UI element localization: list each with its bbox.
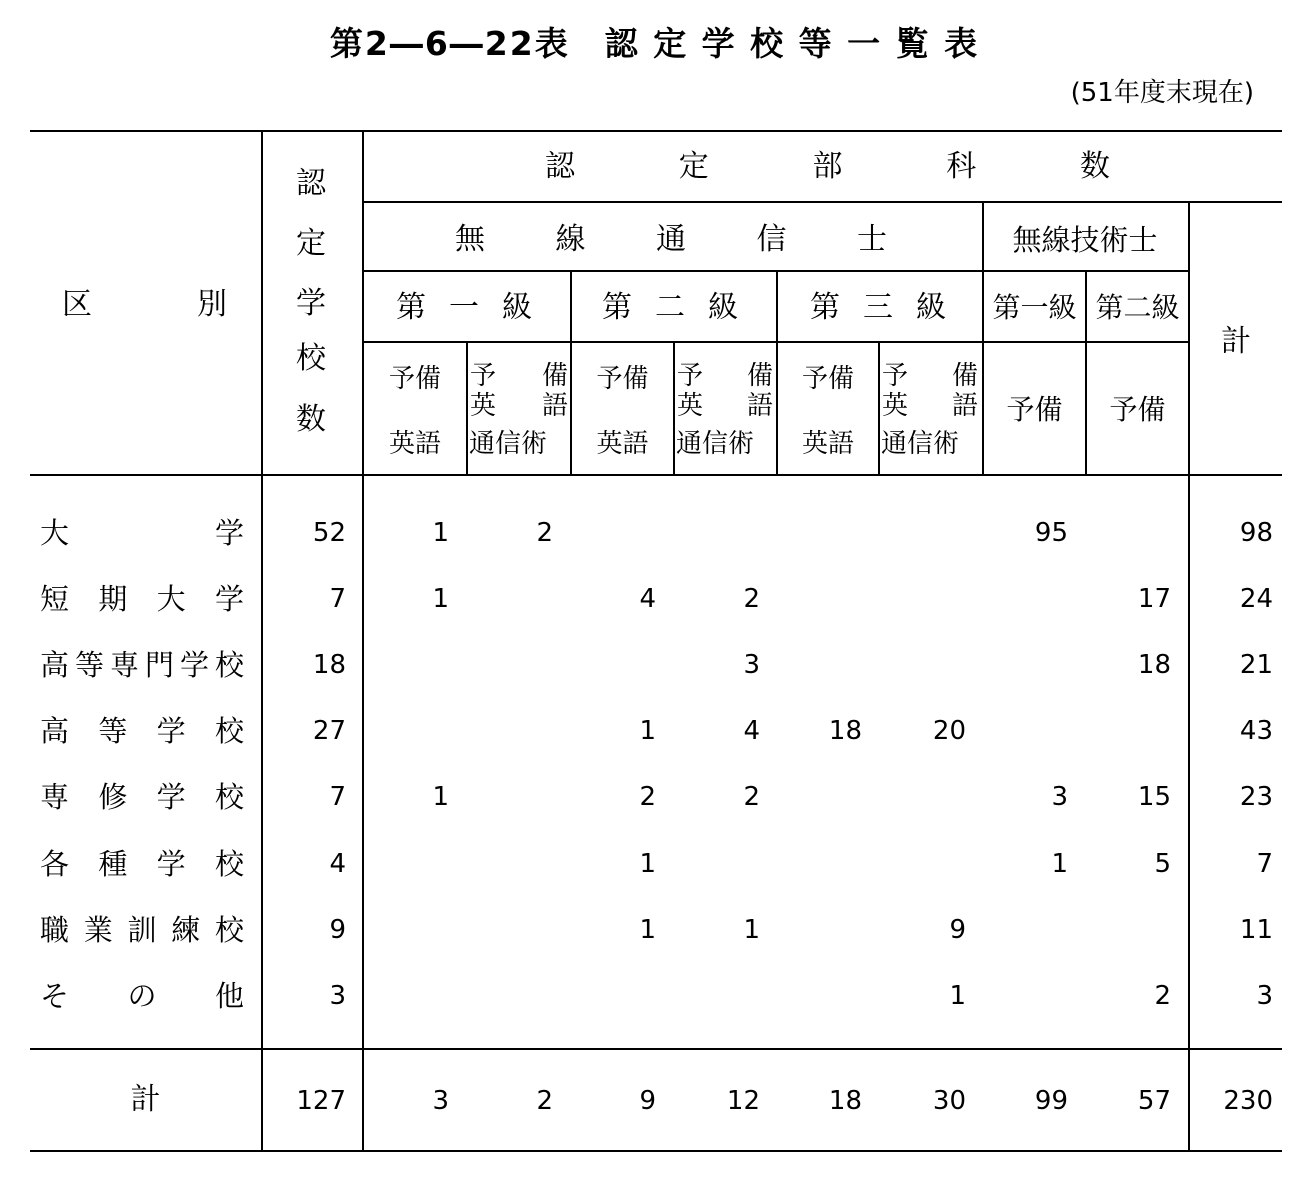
total-cell: 3: [432, 1086, 449, 1116]
table-cell: 7: [1256, 849, 1273, 879]
table-cell: 1: [432, 518, 449, 548]
table-cell: 4: [639, 584, 656, 614]
table-cell: 11: [1239, 915, 1273, 945]
table-cell: 20: [932, 716, 966, 746]
header-third-class: 第 三 級: [810, 290, 946, 325]
sub-yo: 予: [882, 361, 909, 391]
table-cell: 3: [743, 650, 760, 680]
sub-yo: 予: [470, 361, 497, 391]
table-cell: 15: [1137, 782, 1171, 812]
table-cell: 7: [329, 782, 346, 812]
header-bottom-rule: [30, 474, 1282, 476]
table-cell: 18: [312, 650, 346, 680]
table-cell: 27: [312, 716, 346, 746]
table-cell: 2: [536, 518, 553, 548]
table-bottom-rule: [30, 1150, 1282, 1152]
sub-go: 語: [952, 391, 979, 421]
table-cell: 5: [1154, 849, 1171, 879]
vline-class2-split: [673, 341, 675, 476]
table-cell: 1: [949, 981, 966, 1011]
table-cell: 4: [743, 716, 760, 746]
header-category: 区 別: [62, 287, 227, 322]
total-cell: 2: [536, 1086, 553, 1116]
total-row-label: 計: [130, 1082, 161, 1117]
row-label: その他: [40, 979, 244, 1013]
sub-yobi-1: 予備: [388, 364, 441, 394]
table-cell: 2: [743, 584, 760, 614]
row-label: 大 学: [40, 516, 244, 550]
header-second-class: 第 二 級: [602, 290, 738, 325]
header-school-count-char: 校: [296, 341, 326, 376]
sub-go: 語: [747, 391, 774, 421]
sub-ei: 英: [677, 391, 704, 421]
sub-eigo-3: 英語: [801, 429, 854, 459]
table-cell: 21: [1239, 650, 1273, 680]
header-total: 計: [1221, 324, 1251, 359]
header-school-count-char: 定: [296, 226, 326, 261]
sub-bi: 備: [542, 361, 569, 391]
total-cell: 57: [1137, 1086, 1171, 1116]
table-cell: 43: [1239, 716, 1273, 746]
vline-school-count: [362, 130, 364, 1152]
table-cell: 9: [329, 915, 346, 945]
table-cell: 1: [639, 915, 656, 945]
total-cell: 12: [726, 1086, 760, 1116]
header-radio-operator: 無 線 通 信 士: [455, 222, 887, 257]
header-dept-count: 認 定 部 科 数: [545, 149, 1110, 184]
table-cell: 23: [1239, 782, 1273, 812]
row-label: 職業訓練校: [40, 913, 244, 947]
table-cell: 3: [329, 981, 346, 1011]
sub-yobi-eng1: 予備: [1006, 393, 1063, 426]
header-engineer-first: 第一級: [992, 291, 1077, 324]
table-cell: 17: [1137, 584, 1171, 614]
header-first-class: 第 一 級: [396, 290, 532, 325]
table-cell: 4: [329, 849, 346, 879]
total-cell: 99: [1034, 1086, 1068, 1116]
header-rule-1: [364, 201, 1282, 203]
sub-ei: 英: [470, 391, 497, 421]
as-of-note: (51年度末現在): [1070, 78, 1254, 108]
table-cell: 1: [639, 849, 656, 879]
table-cell: 52: [312, 518, 346, 548]
table-cell: 3: [1256, 981, 1273, 1011]
sub-tsushinjutsu: 通信術: [676, 429, 755, 459]
table-cell: 1: [432, 782, 449, 812]
total-cell: 127: [296, 1086, 346, 1116]
row-label: 高等学校: [40, 714, 244, 748]
total-cell: 230: [1223, 1086, 1273, 1116]
table-cell: 1: [639, 716, 656, 746]
row-label: 専修学校: [40, 780, 244, 814]
total-cell: 9: [639, 1086, 656, 1116]
sub-tsushinjutsu: 通信術: [881, 429, 960, 459]
table-cell: 1: [432, 584, 449, 614]
header-engineer-second: 第二級: [1095, 291, 1180, 324]
table-cell: 9: [949, 915, 966, 945]
sub-ei: 英: [882, 391, 909, 421]
total-top-rule: [30, 1048, 1282, 1050]
header-school-count-char: 学: [296, 286, 326, 321]
vline-class3-split: [878, 341, 880, 476]
total-cell: 18: [828, 1086, 862, 1116]
sub-go: 語: [542, 391, 569, 421]
table-cell: 1: [1051, 849, 1068, 879]
sub-yo: 予: [677, 361, 704, 391]
sub-eigo-2: 英語: [596, 429, 649, 459]
table-top-rule: [30, 130, 1282, 132]
table-cell: 2: [639, 782, 656, 812]
header-radio-engineer: 無線技術士: [1012, 223, 1158, 257]
table-cell: 3: [1051, 782, 1068, 812]
row-label: 高等専門学校: [40, 648, 244, 682]
sub-bi: 備: [952, 361, 979, 391]
table-cell: 1: [743, 915, 760, 945]
table-cell: 98: [1239, 518, 1273, 548]
sub-bi: 備: [747, 361, 774, 391]
sub-yobi-eng2: 予備: [1109, 393, 1166, 426]
sub-eigo-1: 英語: [388, 429, 441, 459]
sub-yobi-2: 予備: [596, 364, 649, 394]
table-cell: 2: [743, 782, 760, 812]
header-school-count-char: 数: [296, 402, 326, 437]
table-cell: 7: [329, 584, 346, 614]
table-cell: 24: [1239, 584, 1273, 614]
page-title: 第2―6―22表 認 定 学 校 等 一 覧 表: [329, 24, 980, 63]
row-label: 短期大学: [40, 582, 244, 616]
table-cell: 18: [828, 716, 862, 746]
sub-yobi-3: 予備: [801, 364, 854, 394]
row-label: 各種学校: [40, 847, 244, 881]
header-school-count-char: 認: [296, 166, 326, 201]
total-cell: 30: [932, 1086, 966, 1116]
table-cell: 95: [1034, 518, 1068, 548]
vline-class1-split: [466, 341, 468, 476]
sub-tsushinjutsu: 通信術: [469, 429, 548, 459]
table-cell: 2: [1154, 981, 1171, 1011]
table-cell: 18: [1137, 650, 1171, 680]
